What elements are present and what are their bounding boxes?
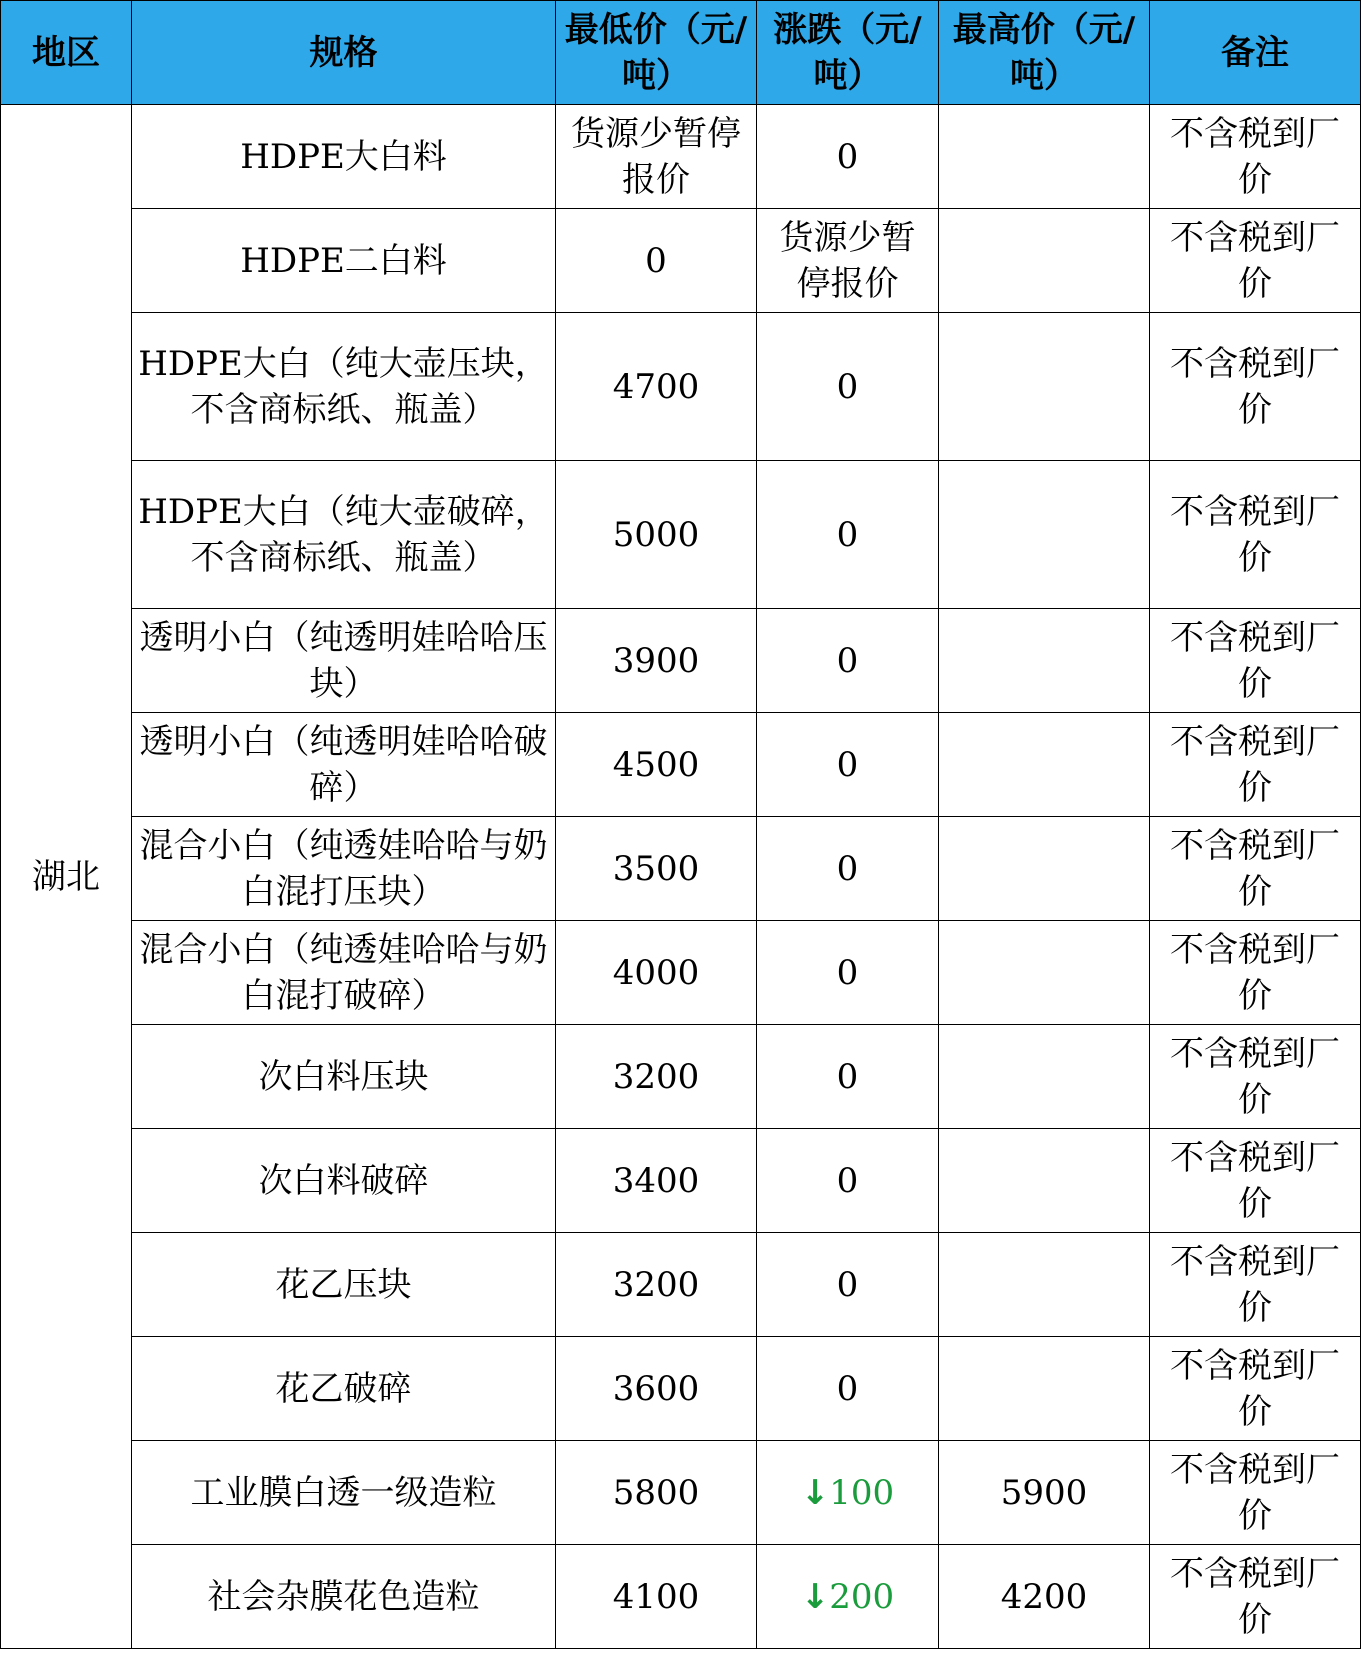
max-price-cell [939, 209, 1150, 313]
change-cell [757, 1545, 939, 1649]
header-spec: 规格 [132, 1, 556, 105]
note-cell: 不含税到厂价 [1150, 817, 1361, 921]
note-cell: 不含税到厂价 [1150, 1129, 1361, 1233]
min-price-cell: 0 [556, 209, 757, 313]
table-row [1, 609, 1361, 713]
spec-cell: 工业膜白透一级造粒 [132, 1441, 556, 1545]
table-row [1, 461, 1361, 609]
max-price-cell: 4200 [939, 1545, 1150, 1649]
min-price-cell: 5000 [556, 461, 757, 609]
header-min-price: 最低价（元/吨） [556, 1, 757, 105]
min-price-cell: 3200 [556, 1233, 757, 1337]
min-price-cell: 3500 [556, 817, 757, 921]
table-row [1, 1545, 1361, 1649]
note-cell: 不含税到厂价 [1150, 1441, 1361, 1545]
min-price-cell: 4500 [556, 713, 757, 817]
change-cell: 0 [757, 105, 939, 209]
spec-cell: 花乙压块 [132, 1233, 556, 1337]
min-price-cell: 5800 [556, 1441, 757, 1545]
spec-cell: 次白料破碎 [132, 1129, 556, 1233]
table-row [1, 1233, 1361, 1337]
max-price-cell [939, 461, 1150, 609]
change-cell: 货源少暂停报价 [757, 209, 939, 313]
down-arrow-icon: ↓ [800, 1472, 830, 1513]
spec-cell: 花乙破碎 [132, 1337, 556, 1441]
header-note: 备注 [1150, 1, 1361, 105]
down-arrow-icon: ↓ [800, 1576, 830, 1617]
region-cell: 湖北 [1, 105, 132, 1649]
max-price-cell [939, 1129, 1150, 1233]
table-row [1, 313, 1361, 461]
min-price-cell: 4000 [556, 921, 757, 1025]
max-price-cell [939, 609, 1150, 713]
min-price-cell: 货源少暂停报价 [556, 105, 757, 209]
table-row [1, 1337, 1361, 1441]
max-price-cell [939, 1337, 1150, 1441]
max-price-cell [939, 1233, 1150, 1337]
change-cell: 0 [757, 713, 939, 817]
change-value: 100 [829, 1472, 895, 1513]
spec-cell: 混合小白（纯透娃哈哈与奶白混打压块） [132, 817, 556, 921]
table-body [1, 105, 1361, 1649]
max-price-cell [939, 313, 1150, 461]
min-price-cell: 3400 [556, 1129, 757, 1233]
spec-cell: 透明小白（纯透明娃哈哈破碎） [132, 713, 556, 817]
max-price-cell: 5900 [939, 1441, 1150, 1545]
table-header [1, 1, 1361, 105]
note-cell: 不含税到厂价 [1150, 921, 1361, 1025]
change-cell: 0 [757, 1233, 939, 1337]
max-price-cell [939, 713, 1150, 817]
min-price-cell: 3200 [556, 1025, 757, 1129]
change-cell: 0 [757, 1025, 939, 1129]
change-cell: 0 [757, 921, 939, 1025]
min-price-cell: 3600 [556, 1337, 757, 1441]
note-cell: 不含税到厂价 [1150, 461, 1361, 609]
header-change: 涨跌（元/吨） [757, 1, 939, 105]
table-row [1, 1441, 1361, 1545]
change-cell [757, 1441, 939, 1545]
note-cell: 不含税到厂价 [1150, 1025, 1361, 1129]
note-cell: 不含税到厂价 [1150, 209, 1361, 313]
table-row [1, 713, 1361, 817]
change-cell: 0 [757, 1129, 939, 1233]
change-cell: 0 [757, 1337, 939, 1441]
note-cell: 不含税到厂价 [1150, 1233, 1361, 1337]
spec-cell: 次白料压块 [132, 1025, 556, 1129]
table-row [1, 209, 1361, 313]
header-row [1, 1, 1361, 105]
spec-cell: HDPE二白料 [132, 209, 556, 313]
min-price-cell: 4100 [556, 1545, 757, 1649]
change-cell: 0 [757, 313, 939, 461]
note-cell: 不含税到厂价 [1150, 1545, 1361, 1649]
note-cell: 不含税到厂价 [1150, 105, 1361, 209]
table-row [1, 817, 1361, 921]
spec-cell: 混合小白（纯透娃哈哈与奶白混打破碎） [132, 921, 556, 1025]
spec-cell: HDPE大白（纯大壶破碎，不含商标纸、瓶盖） [132, 461, 556, 609]
min-price-cell: 3900 [556, 609, 757, 713]
max-price-cell [939, 817, 1150, 921]
change-value: 200 [829, 1576, 895, 1617]
spec-cell: 社会杂膜花色造粒 [132, 1545, 556, 1649]
table-row [1, 105, 1361, 209]
table-row [1, 1129, 1361, 1233]
spec-cell: HDPE大白料 [132, 105, 556, 209]
max-price-cell [939, 1025, 1150, 1129]
header-max-price: 最高价（元/吨） [939, 1, 1150, 105]
max-price-cell [939, 921, 1150, 1025]
change-cell: 0 [757, 817, 939, 921]
change-cell: 0 [757, 461, 939, 609]
header-region: 地区 [1, 1, 132, 105]
note-cell: 不含税到厂价 [1150, 713, 1361, 817]
note-cell: 不含税到厂价 [1150, 1337, 1361, 1441]
min-price-cell: 4700 [556, 313, 757, 461]
note-cell: 不含税到厂价 [1150, 609, 1361, 713]
table-row [1, 1025, 1361, 1129]
spec-cell: HDPE大白（纯大壶压块，不含商标纸、瓶盖） [132, 313, 556, 461]
spec-cell: 透明小白（纯透明娃哈哈压块） [132, 609, 556, 713]
max-price-cell [939, 105, 1150, 209]
note-cell: 不含税到厂价 [1150, 313, 1361, 461]
table-row [1, 921, 1361, 1025]
change-cell: 0 [757, 609, 939, 713]
